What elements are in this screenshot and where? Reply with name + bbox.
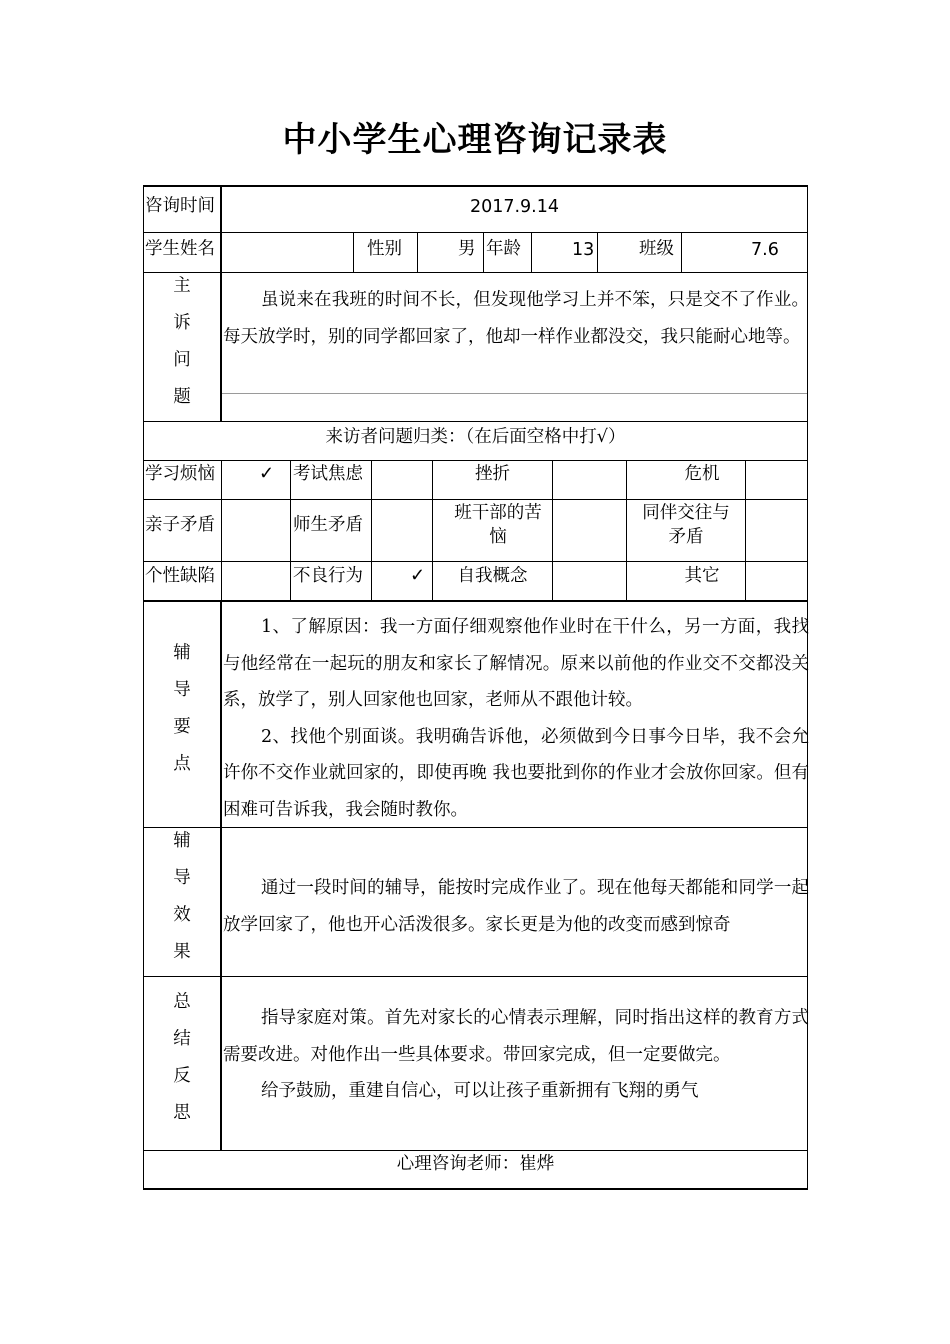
class-label: 班级 bbox=[639, 239, 674, 259]
col-divider bbox=[681, 232, 682, 272]
faint-divider bbox=[221, 393, 808, 394]
category-bad-behavior: 不良行为 bbox=[293, 566, 363, 586]
consult-time-label: 咨询时间 bbox=[145, 196, 215, 216]
class-value: 7.6 bbox=[751, 240, 779, 260]
reflection-text: 指导家庭对策。首先对家长的心情表示理解，同时指出这样的教育方式需要改进。对他作出一些具体要求。带回家完成，但一定要做完。 给予鼓励，重建自信心，可以让孩子重新拥有飞翔的勇气 bbox=[223, 1008, 809, 1101]
effect-text: 通过一段时间的辅导，能按时完成作业了。现在他每天都能和同学一起放学回家了，他也开心活泼很多。家长更是为他的改变而感到惊奇 bbox=[223, 878, 809, 935]
age-value: 13 bbox=[572, 240, 595, 260]
col-divider bbox=[221, 460, 222, 601]
category-frustration: 挫折 bbox=[475, 464, 510, 484]
col-divider bbox=[531, 232, 532, 272]
category-peer-relations: 同伴交往与矛盾 bbox=[642, 503, 730, 547]
col-divider bbox=[371, 460, 372, 601]
effect-label: 辅 导 效 果 bbox=[173, 831, 191, 962]
checkmark-icon: ✓ bbox=[259, 463, 275, 484]
col-divider bbox=[290, 460, 291, 601]
reflection-label: 总 结 反 思 bbox=[173, 992, 191, 1123]
complaint-text: 虽说来在我班的时间不长，但发现他学习上并不笨，只是交不了作业。每天放学时，别的同学都回家了，他却一样作业都没交，我只能耐心地等。 bbox=[223, 290, 809, 347]
category-personality: 个性缺陷 bbox=[145, 566, 215, 586]
row-divider bbox=[143, 272, 808, 273]
col-divider bbox=[483, 232, 484, 272]
consult-time-value: 2017.9.14 bbox=[469, 197, 560, 217]
guidance-label: 辅 导 要 点 bbox=[173, 643, 191, 774]
row-divider bbox=[143, 232, 808, 233]
complaint-label: 主 诉 问 题 bbox=[173, 276, 191, 407]
category-class-cadre: 班干部的苦恼 bbox=[454, 503, 542, 547]
gender-value: 男 bbox=[458, 239, 476, 259]
row-divider bbox=[143, 460, 808, 461]
category-crisis: 危机 bbox=[684, 464, 720, 484]
counselor-signature: 心理咨询老师：崔烨 bbox=[396, 1154, 555, 1174]
category-self-concept: 自我概念 bbox=[457, 566, 528, 586]
category-parent-child: 亲子矛盾 bbox=[145, 515, 215, 535]
category-exam-anxiety: 考试焦虑 bbox=[293, 464, 363, 484]
page-title: 中小学生心理咨询记录表 bbox=[282, 120, 668, 160]
col-divider bbox=[417, 232, 418, 272]
row-divider bbox=[143, 421, 808, 422]
col-divider bbox=[552, 460, 553, 601]
col-divider bbox=[597, 232, 598, 272]
row-divider bbox=[143, 600, 808, 602]
row-divider bbox=[143, 976, 808, 977]
gender-label: 性别 bbox=[367, 239, 402, 259]
category-header: 来访者问题归类：（在后面空格中打√） bbox=[325, 427, 626, 447]
category-teacher-student: 师生矛盾 bbox=[293, 515, 363, 535]
category-study-trouble: 学习烦恼 bbox=[145, 464, 215, 484]
category-other: 其它 bbox=[684, 566, 720, 586]
table-border-bottom bbox=[143, 1188, 808, 1190]
col-divider bbox=[353, 232, 354, 272]
guidance-text: 1、了解原因：我一方面仔细观察他作业时在干什么，另一方面，我找与他经常在一起玩的朋友和家长了解情况。原来以前他的作业交不交都没关系，放学了，别人回家他也回家，老师从不跟他计较。 2、找他个别面谈。我明确告诉他，必须做到今日事今日毕，我不会允许你不交作业就回家的，即使再晚 我也要批到你的作业才会放你回家。但有困难可告诉我，我会随时教你。 bbox=[223, 617, 809, 820]
row-divider bbox=[143, 1150, 808, 1151]
row-divider bbox=[143, 561, 808, 562]
age-label: 年龄 bbox=[486, 239, 521, 259]
checkmark-icon: ✓ bbox=[410, 565, 426, 586]
student-name-label: 学生姓名 bbox=[145, 239, 215, 259]
table-border-top bbox=[143, 185, 808, 187]
